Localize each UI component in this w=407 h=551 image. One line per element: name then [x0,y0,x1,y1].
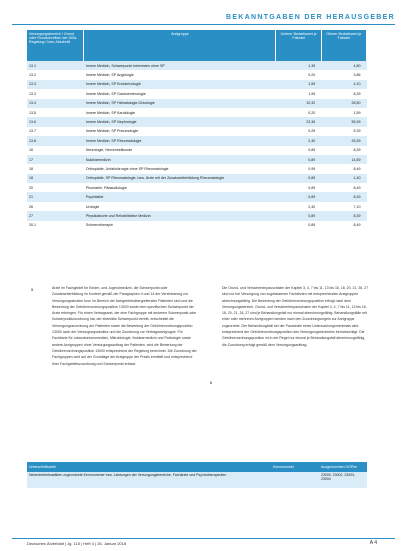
page-number: A 4 [369,540,377,546]
header-arztgruppe: Arztgruppe [84,30,276,61]
section-number-6: 6 [210,380,213,385]
cell-oberer-wert: 8,49 [321,164,366,173]
cell-oberer-wert: 8,39 [321,211,366,220]
header-oberer-wert: Oberer Bedarfswert je Fallzahl [321,30,366,61]
sig-cell-gopen: 23000, 23002, 23003, 23004 [319,472,367,488]
cell-versorgungsbereich: 13.5 [27,108,84,117]
cell-oberer-wert: 4,80 [321,61,366,70]
cell-oberer-wert: 7,10 [321,202,366,211]
cell-oberer-wert: 8,39 [321,146,366,155]
signature-table [27,462,367,488]
cell-oberer-wert: 8,49 [321,192,366,201]
cell-versorgungsbereich: 16 [27,146,84,155]
cell-versorgungsbereich: 30.1 [27,221,84,230]
cell-oberer-wert: 5,39 [321,127,366,136]
table-row [27,70,367,79]
cell-unterer-wert: 0,89 [276,174,321,183]
cell-unterer-wert: 2,40 [276,202,321,211]
table-row [27,80,367,89]
cell-arztgruppe: Innere Medizin, SP Angiologie [84,70,276,79]
cell-arztgruppe: Phoniatrie, Pädaudiologie [84,183,276,192]
cell-versorgungsbereich: 13.6 [27,117,84,126]
cell-arztgruppe: Psychiatrie [84,192,276,201]
arztgruppen-table [27,30,367,230]
cell-oberer-wert: 28,50 [321,99,366,108]
cell-oberer-wert: 1,59 [321,108,366,117]
sig-header-kennnummer: Kennnummer [271,462,319,472]
header-divider [12,24,395,25]
cell-arztgruppe: Physikalische und Rehabilitative Medizin [84,211,276,220]
cell-versorgungsbereich: 26 [27,202,84,211]
cell-oberer-wert: 1,40 [321,174,366,183]
cell-unterer-wert: 0,89 [276,146,321,155]
table-row [27,164,367,173]
cell-versorgungsbereich: 13.3 [27,80,84,89]
cell-unterer-wert: 0,29 [276,127,321,136]
cell-arztgruppe: Neurologie, Nervenheilkunde [84,146,276,155]
table-header-row [27,30,367,61]
cell-arztgruppe: Orthopädie, SP Rheumatologie, bzw. Ärzte mit der Zusatzweiterbildung Rheumatologie [84,174,276,183]
cell-versorgungsbereich: 20 [27,183,84,192]
cell-unterer-wert: 2,40 [276,136,321,145]
cell-arztgruppe: Innere Medizin, SP Nephrologie [84,117,276,126]
header-versorgungsbereich: Versorgungsbereich / Grund oder Rundschreiben der GBA-Regelung / bzw. Abschnitt [27,30,84,61]
table-row [27,183,367,192]
table-row [27,99,367,108]
table-row [27,117,367,126]
cell-oberer-wert: 3,86 [321,70,366,79]
cell-unterer-wert: 0,89 [276,221,321,230]
cell-arztgruppe: Innere Medizin, SP Hämatologie-Onkologie [84,99,276,108]
cell-arztgruppe: Orthopädie, Unfallchirurgie ohne SP Rheumatologie [84,164,276,173]
sig-header-unterschrift: Unterschriftszeile [27,462,271,472]
cell-oberer-wert: 55,99 [321,117,366,126]
section-5-text: Ärzte im Fachgebiet für Kinder- und Jugendmedizin, die Schwerpunkt oder Zusatzweiterbildung im Kontext gemäß der Paragraphen 4 und 14 der Vereinbarung zur Versorgungsstruktur bzw. im Bereich der fachgebietsübergreifenden Patienten sind und die Bewertung der Gebührenordnungsposition 13000 sowie dem spezifischen Schwerpunkt der Arzte erbringen. Für einen Vertragsarzt, der eine Fachgruppe mit anderem Schwerpunkt oder Schwerpunktzuordnung hat, der ebenfalls Schwerpunkt vertritt, entscheidet die Versorgungszuordnung der Patienten sowie die Bewertung der Gebührenordnungsposition 13000 nach der Versorgungsstruktur und die Zuordnung zur Vertragsarztgruppe. Für Fachärzte für Laboratoriumsmedizin, Mikrobiologie, Nuklearmedizin und Pathologie sowie andere Arztgruppen ohne Versorgungsauftrag der Patienten, wird die Bewertung der Gebührenordnungsposition 13000 entsprechend der Regelung berechnet. Die Zuordnung der Fachgruppen wird auf der Grundlage der Arztgruppe der Praxis ermittelt und entsprechend ihrer Fachgebietszuordnung und Schwerpunkt erfasst. [52,286,197,366]
cell-arztgruppe: Nuklearmedizin [84,155,276,164]
sig-cell-unterschrift: Nebenbetriebsstätten zugeordnete Kennnummer bzw. Leistungen der Versorgungsbereiche, Fachärzte und Psychotherapeuten [27,472,271,488]
cell-arztgruppe: Schmerztherapie [84,221,276,230]
cell-unterer-wert: 0,89 [276,192,321,201]
cell-versorgungsbereich: 18 [27,164,84,173]
section-6-text: Die Grund- und Versichertenpauschalen der Kapitel 3, 4, 7 bis 11, 13 bis 16, 18, 20, 21, 26, 27 sind nur bei Versorgung von zugelassenen Fachärzten mit entsprechenden Arztgruppen abrechnungsfähig. Die Bewertung der Gebührenordnungsposition erfolgt nach dem Versorgungsbereich. Grund- und Versichertenpauschalen der Kapitel 3, 4, 7 bis 11, 13 bis 16, 18, 20, 21, 26, 27 sind je Behandlungsfall nur einmal abrechnungsfähig. Behandlungsfälle mit einer oder mehreren Arztgruppen werden nach den Zuordnungsregeln zur Arztgruppe zugeordnet. Der Behandlungsfall bei der Pauschale eines Untersuchungsmerkmals wird entsprechend der Gebührenordnungsposition des Versorgungsbereiches berücksichtigt. Die Gebührenordnungsposition ist in der Regel nur einmal je Behandlungsfall abrechnungsfähig, die Zuordnung erfolgt gemäß dem Versorgungsauftrag. [222,286,369,347]
cell-arztgruppe: Innere Medizin, SP Gastroenterologie [84,89,276,98]
cell-versorgungsbereich: 18 [27,174,84,183]
cell-versorgungsbereich: 13.4 [27,99,84,108]
cell-versorgungsbereich: 27 [27,211,84,220]
cell-arztgruppe: Innere Medizin, SP Rheumatologie [84,136,276,145]
table-row [27,202,367,211]
cell-versorgungsbereich: 21 [27,192,84,201]
cell-unterer-wert: 0,89 [276,183,321,192]
cell-unterer-wert: 0,89 [276,155,321,164]
cell-unterer-wert: 1,39 [276,61,321,70]
cell-versorgungsbereich: 13.8 [27,136,84,145]
table-row [27,89,367,98]
cell-oberer-wert: 25,39 [321,136,366,145]
cell-versorgungsbereich: 13.3 [27,89,84,98]
header-unterer-wert: Unterer Bedarfswert je Fallzahl [276,30,321,61]
cell-versorgungsbereich: 13.7 [27,127,84,136]
table-row [27,136,367,145]
cell-unterer-wert: 0,99 [276,164,321,173]
sig-header-gopen: Ausgenommen GOPen [319,462,367,472]
table-row [27,221,367,230]
cell-arztgruppe: Urologie [84,202,276,211]
table-row [27,108,367,117]
cell-oberer-wert: 14,59 [321,155,366,164]
cell-oberer-wert: 8,49 [321,221,366,230]
table-row [27,127,367,136]
cell-oberer-wert: 8,39 [321,89,366,98]
table-row [27,61,367,70]
cell-unterer-wert: 10,32 [276,99,321,108]
cell-arztgruppe: Innere Medizin, Schwerpunkt Internisten ohne SP [84,61,276,70]
table-row [27,174,367,183]
cell-oberer-wert: 4,10 [321,80,366,89]
cell-unterer-wert: 0,20 [276,70,321,79]
cell-oberer-wert: 8,49 [321,183,366,192]
sig-cell-kennnummer [271,472,319,488]
table-row [27,146,367,155]
table-row [27,192,367,201]
cell-arztgruppe: Innere Medizin, SP Pneumologie [84,127,276,136]
cell-versorgungsbereich: 17 [27,155,84,164]
cell-versorgungsbereich: 13.1 [27,61,84,70]
table-row [27,155,367,164]
cell-arztgruppe: Innere Medizin, SP Kardiologie [84,108,276,117]
table-row [27,211,367,220]
cell-versorgungsbereich: 13.2 [27,70,84,79]
cell-unterer-wert: 0,89 [276,211,321,220]
cell-unterer-wert: 1,59 [276,89,321,98]
cell-unterer-wert: 1,59 [276,80,321,89]
footer-citation: Deutsches Ärzteblatt | Jg. 115 | Heft 4 | 26. Januar 2018 [27,541,127,546]
cell-arztgruppe: Innere Medizin, SP Endokrinologie [84,80,276,89]
publisher-header: BEKANNTGABEN DER HERAUSGEBER [225,14,395,21]
cell-unterer-wert: 23,36 [276,117,321,126]
section-number-5: 5 [31,287,34,292]
cell-unterer-wert: 0,20 [276,108,321,117]
footer-divider [12,538,395,539]
